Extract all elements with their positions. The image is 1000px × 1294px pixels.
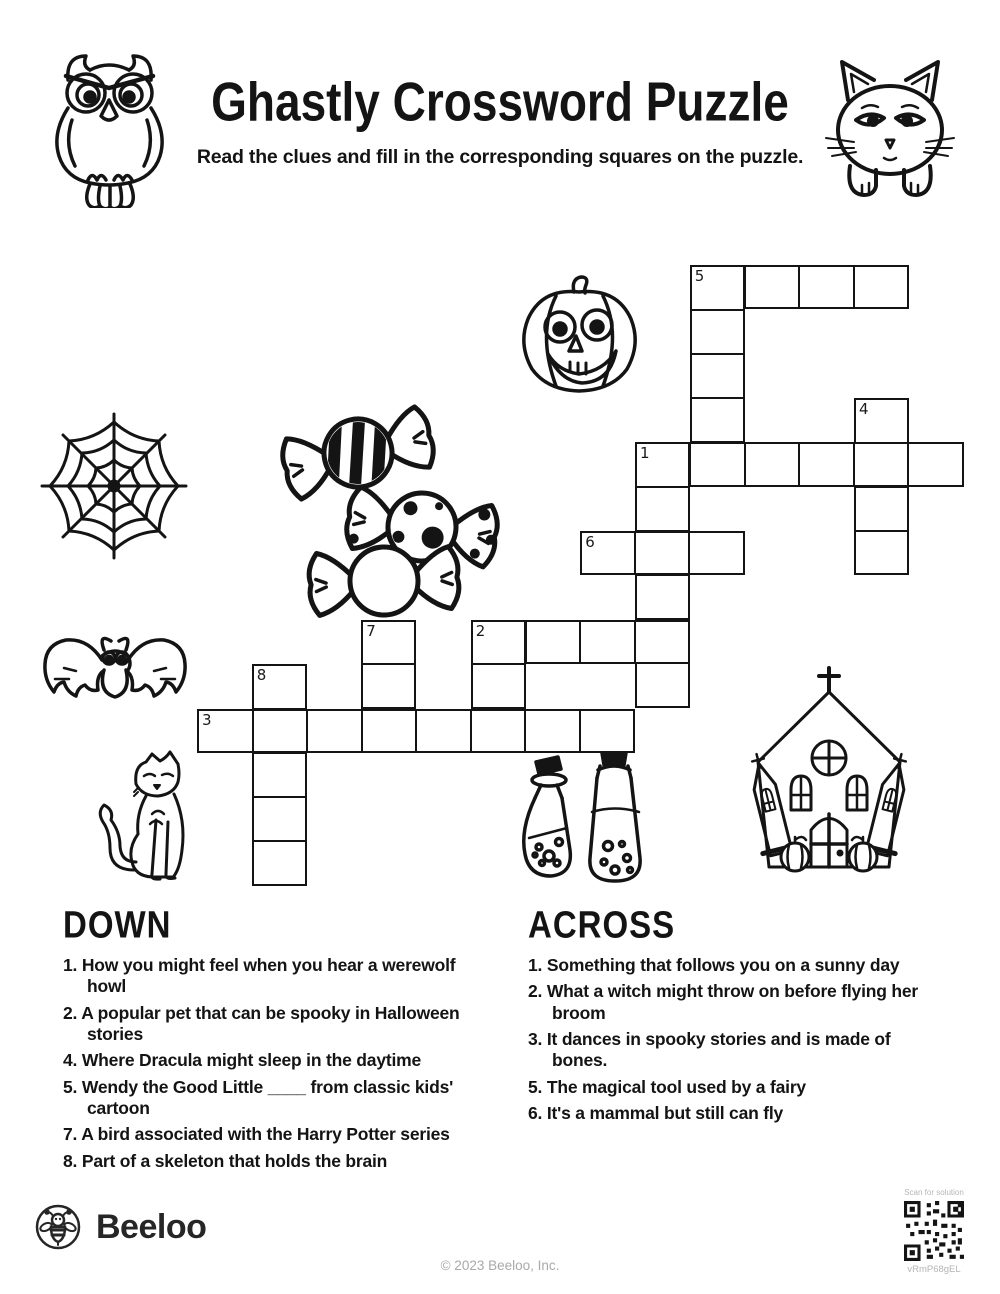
grid-cell[interactable] bbox=[473, 663, 524, 707]
grid-cell[interactable] bbox=[415, 711, 470, 751]
grid-cell[interactable] bbox=[252, 711, 307, 751]
brand-logo bbox=[34, 1203, 206, 1251]
cell-number: 4 bbox=[859, 400, 869, 419]
page-title: Ghastly Crossword Puzzle bbox=[211, 71, 789, 133]
grid-cell[interactable] bbox=[798, 267, 852, 307]
clue-text: Something that follows you on a sunny day bbox=[542, 955, 900, 975]
grid-cell[interactable] bbox=[254, 840, 305, 884]
bee-logo-icon bbox=[34, 1203, 82, 1251]
grid-cell[interactable] bbox=[254, 796, 305, 840]
clue-number: 2. bbox=[63, 1002, 78, 1023]
clue-number: 5. bbox=[528, 1076, 543, 1097]
word-1-down bbox=[635, 442, 690, 708]
clue-item bbox=[63, 955, 488, 998]
grid-cell[interactable] bbox=[254, 752, 305, 796]
cell-number: 2 bbox=[475, 621, 486, 640]
clue-item bbox=[528, 1029, 928, 1072]
clue-number: 1. bbox=[63, 955, 78, 975]
clue-text: The magical tool used by a fairy bbox=[542, 1076, 806, 1097]
grid-cell[interactable] bbox=[470, 711, 525, 751]
clue-item bbox=[63, 1003, 488, 1046]
clue-text: A popular pet that can be spooky in Halloween stories bbox=[77, 1002, 460, 1045]
clue-item bbox=[63, 1124, 488, 1145]
grid-cell[interactable] bbox=[306, 711, 361, 751]
grid-cell[interactable] bbox=[856, 486, 907, 530]
qr-code-label: vRmP68gEL bbox=[907, 1264, 961, 1275]
clue-text: Part of a skeleton that holds the brain bbox=[77, 1150, 388, 1171]
clue-number: 6. bbox=[528, 1103, 543, 1124]
grid-cell[interactable] bbox=[853, 267, 907, 307]
grid-cell[interactable] bbox=[907, 444, 961, 484]
clue-text: It dances in spooky stories and is made of bones. bbox=[542, 1029, 891, 1071]
clue-number: 7. bbox=[63, 1124, 78, 1145]
grid-cell[interactable] bbox=[637, 574, 688, 618]
down-clue-list bbox=[63, 955, 488, 1172]
clue-number: 1. bbox=[528, 955, 543, 975]
grid-cell[interactable] bbox=[524, 711, 579, 751]
grid-cell[interactable] bbox=[363, 663, 414, 707]
clue-text: What a witch might throw on before flying her broom bbox=[542, 981, 919, 1023]
clue-text: How you might feel when you hear a werewolf howl bbox=[77, 955, 456, 997]
clue-text: Wendy the Good Little ____ from classic kids' cartoon bbox=[77, 1076, 454, 1119]
grid-cell[interactable] bbox=[688, 533, 742, 573]
word-3-across bbox=[197, 709, 635, 753]
clue-item bbox=[528, 1077, 928, 1098]
grid-cell[interactable] bbox=[637, 486, 688, 530]
across-clues-section bbox=[528, 903, 928, 1129]
clue-text: Where Dracula might sleep in the daytime bbox=[77, 1050, 422, 1071]
word-6-across bbox=[580, 531, 744, 575]
copyright-text: © 2023 Beeloo, Inc. bbox=[440, 1258, 560, 1273]
grid-cell[interactable] bbox=[637, 662, 688, 706]
grid-cell[interactable] bbox=[744, 267, 798, 307]
clue-number: 8. bbox=[63, 1150, 78, 1171]
grid-cell[interactable] bbox=[744, 444, 798, 484]
clue-number: 5. bbox=[63, 1076, 78, 1097]
cell-number: 1 bbox=[640, 444, 650, 463]
cell-number: 3 bbox=[202, 710, 212, 729]
clue-number: 4. bbox=[63, 1050, 78, 1071]
grid-cell[interactable] bbox=[579, 711, 634, 751]
grid-cell[interactable] bbox=[579, 622, 633, 662]
clue-item bbox=[528, 1103, 928, 1124]
grid-cell[interactable] bbox=[525, 622, 579, 662]
clue-number: 3. bbox=[528, 1029, 543, 1050]
qr-block bbox=[896, 1188, 972, 1275]
down-heading: DOWN bbox=[63, 903, 172, 946]
clue-text: It's a mammal but still can fly bbox=[542, 1103, 784, 1124]
page-subtitle: Read the clues and fill in the corresponding squares on the puzzle. bbox=[196, 146, 804, 168]
grid-cell[interactable] bbox=[692, 309, 743, 353]
clue-item bbox=[63, 1077, 488, 1120]
clue-item bbox=[63, 1050, 488, 1071]
grid-cell[interactable] bbox=[692, 397, 743, 441]
across-clue-list bbox=[528, 955, 928, 1124]
qr-caption: Scan for solution bbox=[904, 1188, 964, 1197]
clue-number: 2. bbox=[528, 981, 543, 1002]
grid-cell[interactable] bbox=[689, 444, 743, 484]
cell-number: 8 bbox=[256, 666, 267, 685]
cell-number: 7 bbox=[366, 621, 376, 640]
clue-text: A bird associated with the Harry Potter series bbox=[77, 1124, 450, 1145]
clue-item bbox=[528, 955, 928, 976]
qr-code-icon bbox=[904, 1201, 964, 1261]
word-4-down bbox=[854, 398, 909, 575]
grid-cell[interactable] bbox=[634, 533, 688, 573]
grid-cell[interactable] bbox=[798, 444, 852, 484]
grid-cell[interactable] bbox=[692, 353, 743, 397]
grid-cell[interactable] bbox=[853, 444, 907, 484]
cell-number: 5 bbox=[694, 267, 705, 285]
grid-cell[interactable] bbox=[856, 530, 907, 574]
brand-name: Beeloo bbox=[96, 1207, 207, 1246]
grid-cell[interactable] bbox=[634, 622, 688, 662]
across-heading: ACROSS bbox=[528, 903, 676, 946]
clue-item bbox=[63, 1151, 488, 1172]
cell-number: 6 bbox=[585, 533, 595, 552]
down-clues-section bbox=[63, 903, 488, 1177]
word-8-down bbox=[252, 664, 307, 886]
clue-item bbox=[528, 981, 928, 1024]
grid-cell[interactable] bbox=[361, 711, 416, 751]
